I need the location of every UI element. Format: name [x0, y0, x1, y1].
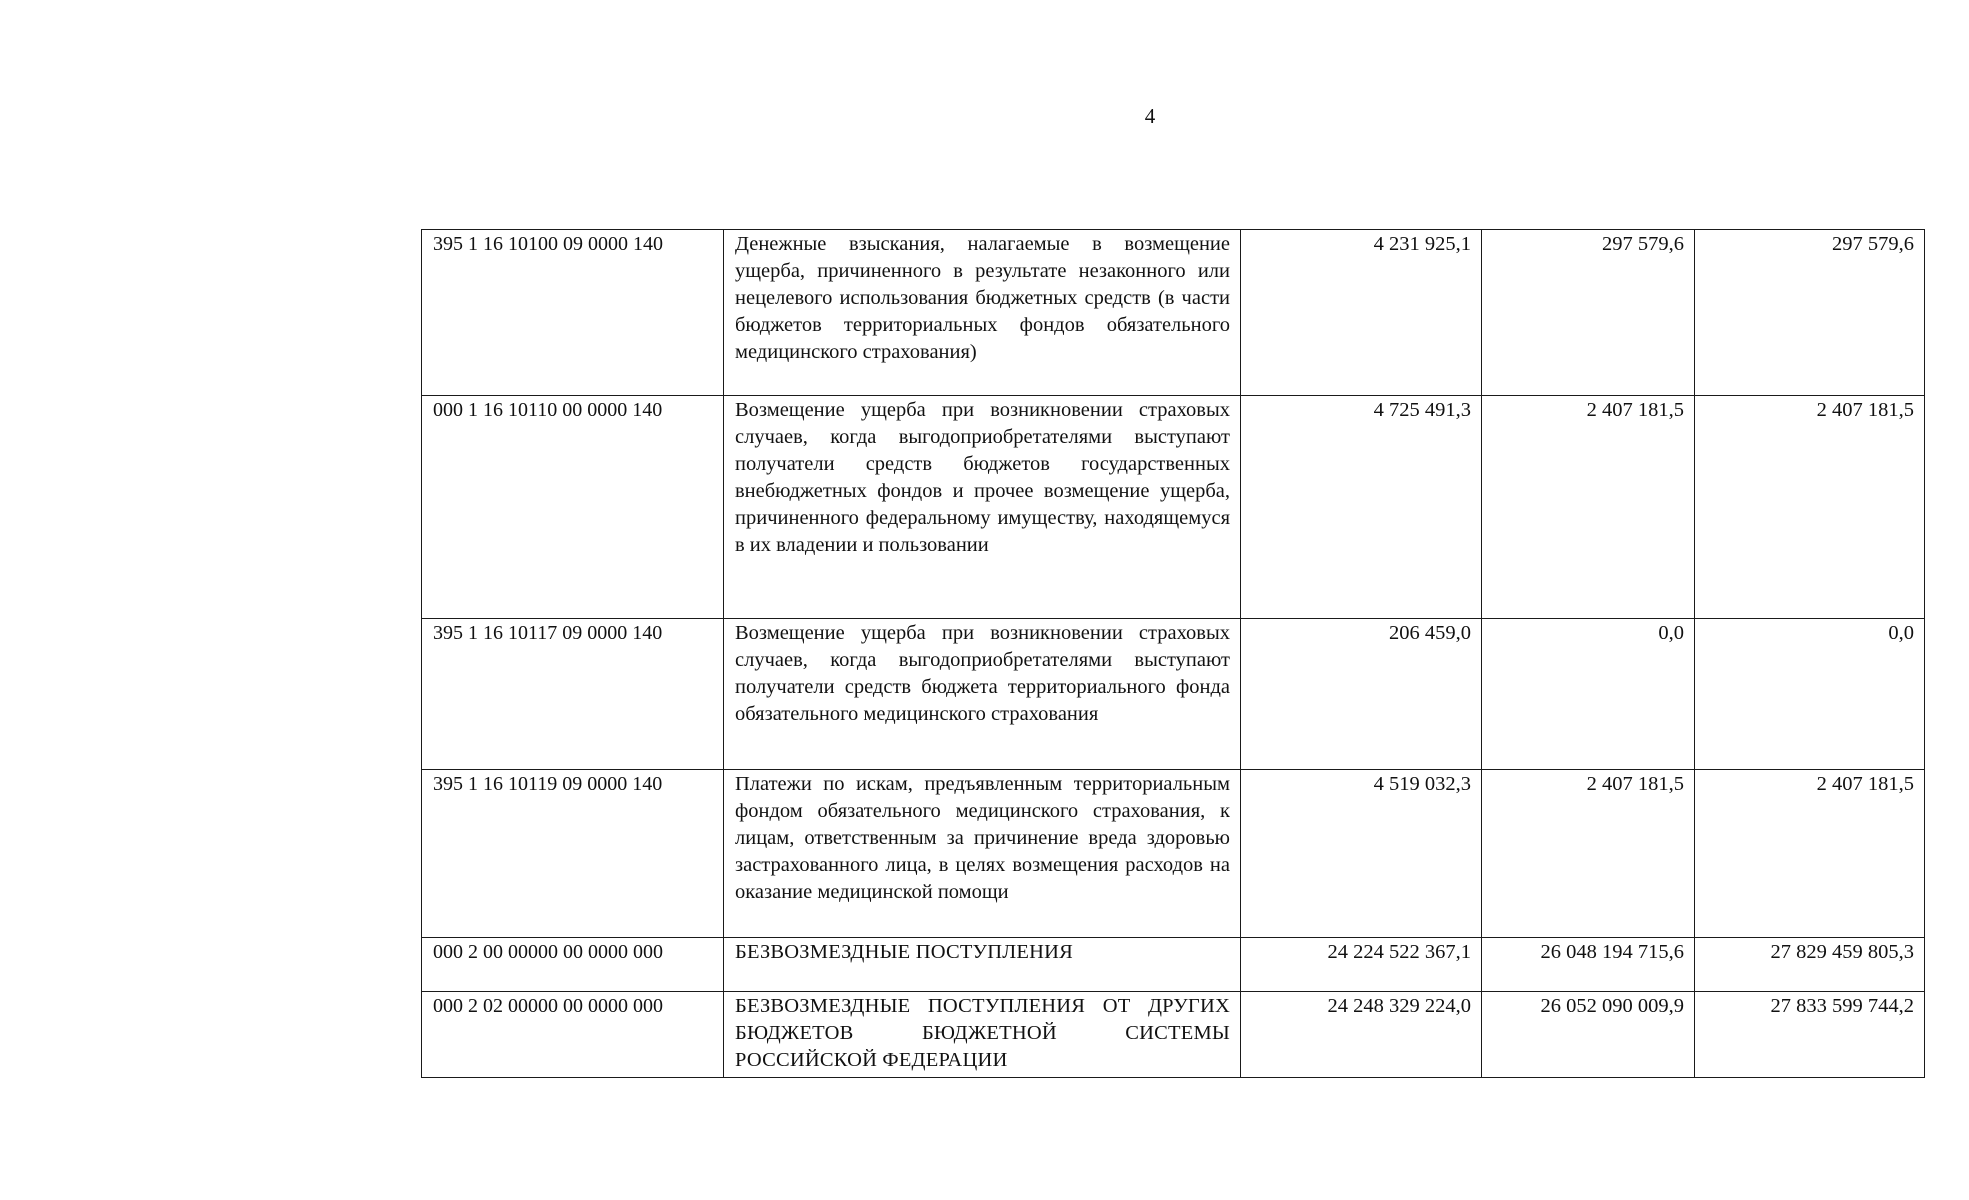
amount-year-1-cell: 24 224 522 367,1 [1241, 938, 1482, 992]
budget-code-cell: 000 1 16 10110 00 0000 140 [422, 396, 724, 619]
budget-revenue-table [421, 229, 1925, 1078]
amount-year-2-cell: 26 048 194 715,6 [1482, 938, 1695, 992]
amount-year-2-cell: 0,0 [1482, 619, 1695, 770]
table-row [422, 992, 1925, 1078]
amount-year-3-cell: 2 407 181,5 [1695, 396, 1925, 619]
amount-year-3-cell: 27 829 459 805,3 [1695, 938, 1925, 992]
description-cell: Денежные взыскания, налагаемые в возмещение ущерба, причиненного в результате незаконного или нецелевого использования бюджетных средств (в части бюджетов территориальных фондов обязательного медицинского страхования) [724, 230, 1241, 396]
amount-year-1-cell: 4 231 925,1 [1241, 230, 1482, 396]
description-cell: БЕЗВОЗМЕЗДНЫЕ ПОСТУПЛЕНИЯ ОТ ДРУГИХ БЮДЖЕТОВ БЮДЖЕТНОЙ СИСТЕМЫ РОССИЙСКОЙ ФЕДЕРАЦИИ [724, 992, 1241, 1078]
table-row [422, 770, 1925, 938]
amount-year-1-cell: 4 519 032,3 [1241, 770, 1482, 938]
table-row [422, 230, 1925, 396]
table-row [422, 396, 1925, 619]
budget-code-cell: 395 1 16 10100 09 0000 140 [422, 230, 724, 396]
description-cell: БЕЗВОЗМЕЗДНЫЕ ПОСТУПЛЕНИЯ [724, 938, 1241, 992]
amount-year-2-cell: 2 407 181,5 [1482, 396, 1695, 619]
amount-year-1-cell: 24 248 329 224,0 [1241, 992, 1482, 1078]
amount-year-3-cell: 0,0 [1695, 619, 1925, 770]
amount-year-1-cell: 4 725 491,3 [1241, 396, 1482, 619]
table-row [422, 938, 1925, 992]
table-row [422, 619, 1925, 770]
budget-code-cell: 395 1 16 10117 09 0000 140 [422, 619, 724, 770]
amount-year-3-cell: 297 579,6 [1695, 230, 1925, 396]
budget-code-cell: 000 2 02 00000 00 0000 000 [422, 992, 724, 1078]
amount-year-1-cell: 206 459,0 [1241, 619, 1482, 770]
description-cell: Платежи по искам, предъявленным территориальным фондом обязательного медицинского страхования, к лицам, ответственным за причинение вреда здоровью застрахованного лица, в целях возмещения расходов на оказание медицинской помощи [724, 770, 1241, 938]
amount-year-2-cell: 26 052 090 009,9 [1482, 992, 1695, 1078]
description-cell: Возмещение ущерба при возникновении страховых случаев, когда выгодоприобретателями выступают получатели средств бюджетов государственных внебюджетных фондов и прочее возмещение ущерба, причиненного федеральному имуществу, находящемуся в их владении и пользовании [724, 396, 1241, 619]
budget-code-cell: 395 1 16 10119 09 0000 140 [422, 770, 724, 938]
budget-code-cell: 000 2 00 00000 00 0000 000 [422, 938, 724, 992]
description-cell: Возмещение ущерба при возникновении страховых случаев, когда выгодоприобретателями выступают получатели средств бюджета территориального фонда обязательного медицинского страхования [724, 619, 1241, 770]
amount-year-3-cell: 2 407 181,5 [1695, 770, 1925, 938]
page-number: 4 [1144, 104, 1156, 128]
amount-year-2-cell: 2 407 181,5 [1482, 770, 1695, 938]
amount-year-3-cell: 27 833 599 744,2 [1695, 992, 1925, 1078]
amount-year-2-cell: 297 579,6 [1482, 230, 1695, 396]
